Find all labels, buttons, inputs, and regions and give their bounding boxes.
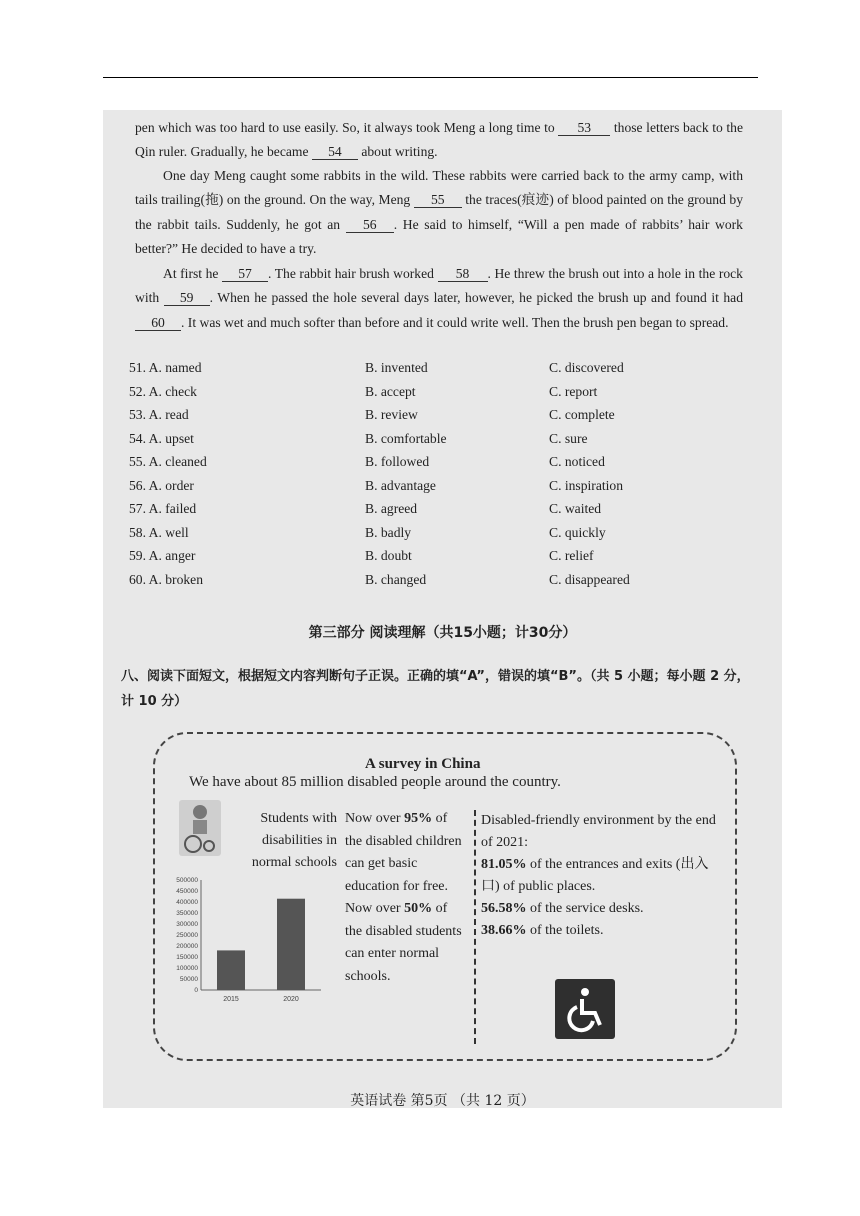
stat-toilets: 38.66% of the toilets. [481, 923, 604, 938]
page-footer: 英语试卷 第5页 （共 12 页） [350, 1093, 535, 1108]
y-tick-label: 350000 [176, 910, 198, 917]
option-a: 55. A. cleaned [129, 454, 207, 469]
bar-2015 [217, 950, 245, 990]
option-b: B. accept [365, 383, 416, 399]
y-tick-label: 500000 [176, 877, 198, 884]
x-tick-label: 2015 [223, 996, 239, 1003]
section-instruction: 八、阅读下面短文，根据短文内容判断句子正误。正确的填“A”，错误的填“B”。（共 5 小题；每小题 2 分，计 10 分） [121, 669, 750, 709]
stat-50-percent: 50% [404, 901, 433, 916]
option-row [129, 384, 749, 408]
option-b: B. changed [365, 571, 427, 587]
option-c: C. quickly [549, 524, 606, 540]
option-a: 54. A. upset [129, 430, 194, 446]
passage-text: . It was wet and much softer than before and it could write well. Then the brush pen began to spread. [181, 314, 729, 330]
wheelchair-icon [555, 979, 615, 1039]
blank-54: 54 [312, 144, 358, 160]
option-c: C. waited [549, 501, 602, 516]
blank-57: 57 [222, 266, 268, 282]
passage-text: . When he passed the hole several days later, however, he picked the brush up and found it had [209, 290, 743, 306]
y-tick-label: 150000 [176, 954, 198, 961]
option-row [129, 572, 749, 596]
option-c: C. disappeared [549, 571, 630, 587]
y-tick-label: 200000 [176, 943, 198, 950]
option-a: 56. A. order [129, 477, 194, 493]
survey-poster [153, 732, 737, 1061]
dashed-divider [474, 810, 476, 1044]
passage-text: . The rabbit hair brush worked [268, 266, 434, 281]
option-a: 52. A. check [129, 383, 197, 399]
option-row [129, 548, 749, 572]
poster-title: A survey in China [365, 756, 481, 772]
option-c: C. relief [549, 548, 594, 563]
passage-text: . He said to himself, “Will a pen made of rabbits’ hair work better?” He decided to have a try. [135, 216, 743, 257]
y-tick-label: 300000 [176, 921, 198, 928]
option-row [129, 431, 749, 455]
option-row [129, 501, 749, 525]
option-row [129, 525, 749, 549]
passage-text: pen which was too hard to use easily. So, it always took Meng a long time to [135, 120, 555, 135]
y-tick-label: 50000 [179, 976, 198, 983]
option-b: B. advantage [365, 477, 436, 493]
option-b: B. doubt [365, 548, 412, 563]
stat-entrances: 81.05% of the entrances and exits (出入口) of public places. [481, 857, 709, 894]
chart-label: Students with disabilities in normal schools [251, 811, 337, 870]
blank-53: 53 [558, 120, 610, 136]
option-row [129, 478, 749, 502]
environment-heading: Disabled-friendly environment by the end of 2021: [481, 813, 716, 850]
stat-children: Now over 95% of the disabled children can get basic education for free. [345, 811, 462, 894]
option-b: B. comfortable [365, 430, 447, 446]
option-c: C. complete [549, 407, 615, 422]
stat-95-percent: 95% [404, 811, 433, 826]
option-b: B. agreed [365, 501, 418, 516]
option-row [129, 360, 749, 384]
poster-subtitle: We have about 85 million disabled people around the country. [189, 774, 561, 790]
blank-58: 58 [438, 266, 488, 282]
y-tick-label: 250000 [176, 932, 198, 939]
option-row [129, 454, 749, 478]
blank-55: 55 [414, 192, 462, 208]
x-tick-label: 2020 [283, 996, 299, 1003]
y-tick-label: 450000 [176, 888, 198, 895]
option-b: B. review [365, 407, 418, 422]
option-b: B. followed [365, 454, 430, 469]
blank-56: 56 [346, 217, 394, 233]
blank-59: 59 [164, 290, 210, 306]
passage-paragraph-3 [135, 262, 743, 335]
blank-60: 60 [135, 315, 181, 331]
passage-text: the traces(痕迹) of blood painted on the ground by the rabbit tails. Suddenly, he got an [135, 192, 743, 232]
option-a: 53. A. read [129, 407, 189, 422]
bar-2020 [277, 899, 305, 990]
option-a: 59. A. anger [129, 548, 196, 563]
option-row [129, 407, 749, 431]
scanned-page [103, 110, 782, 1108]
student-wheelchair-icon [179, 800, 221, 856]
bar-chart [161, 868, 331, 1018]
option-b: B. invented [365, 360, 428, 375]
passage-text: about writing. [361, 144, 438, 160]
education-stats [345, 808, 465, 988]
answer-options [129, 360, 749, 595]
part-title: 第三部分 阅读理解（共15小题；计30分） [308, 625, 577, 641]
option-c: C. discovered [549, 360, 624, 375]
top-rule [103, 77, 758, 78]
option-c: C. sure [549, 430, 588, 446]
y-tick-label: 100000 [176, 965, 198, 972]
passage-text: At first he [163, 266, 219, 281]
y-tick-label: 400000 [176, 899, 198, 906]
option-c: C. noticed [549, 454, 605, 469]
stat-service-desks: 56.58% of the service desks. [481, 901, 644, 916]
passage-paragraph-2 [135, 164, 743, 262]
option-a: 60. A. broken [129, 571, 204, 587]
passage-paragraph-1 [135, 116, 743, 165]
environment-stats [481, 810, 717, 942]
passage-text: One day Meng caught some rabbits in the wild. These rabbits were carried back to the army camp, with tails trailing(拖) on the ground. On the way, Meng [135, 168, 743, 208]
option-a: 51. A. named [129, 360, 202, 375]
stat-students: Now over 50% of the disabled students can enter normal schools. [345, 901, 462, 984]
option-a: 58. A. well [129, 524, 189, 540]
passage-text: those letters back to the Qin ruler. Gradually, he became [135, 120, 743, 160]
y-tick-label: 0 [194, 987, 198, 994]
option-b: B. badly [365, 524, 412, 540]
option-c: C. report [549, 383, 598, 399]
option-a: 57. A. failed [129, 501, 197, 516]
passage-text: . He threw the brush out into a hole in the rock with [135, 266, 743, 306]
option-c: C. inspiration [549, 477, 624, 493]
